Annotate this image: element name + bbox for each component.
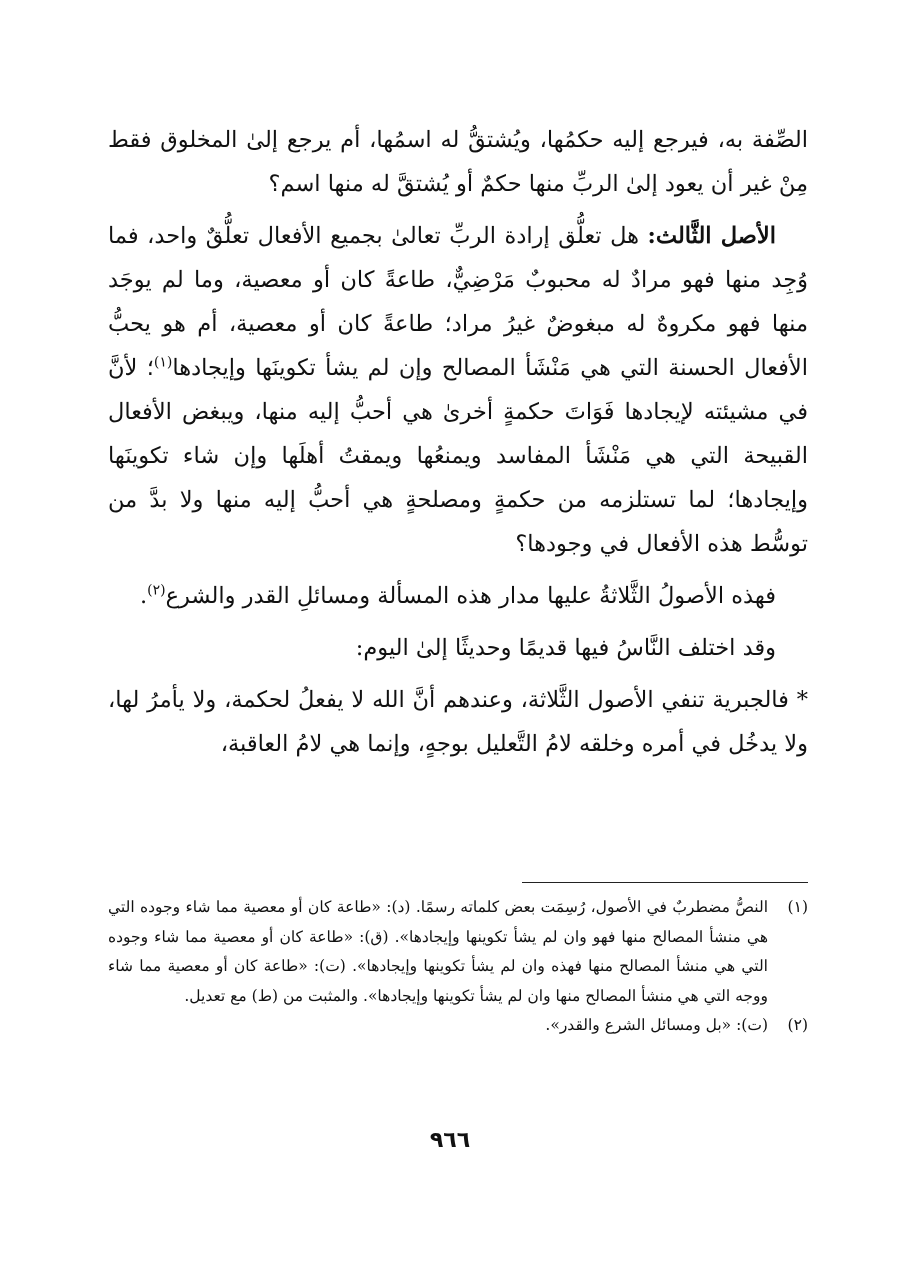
footnotes <box>108 893 808 1041</box>
paragraph-4: وقد اختلف النَّاسُ فيها قديمًا وحديثًا إلىٰ اليوم: <box>355 635 776 661</box>
paragraph-3 <box>108 574 808 618</box>
footnote-2-text: (ت): «بل ومسائل الشرع والقدر». <box>545 1016 768 1034</box>
paragraph-5: * فالجبرية تنفي الأصول الثَّلاثة، وعندهم أنَّ الله لا يفعلُ لحكمة، ولا يأمرُ لها، ولا يدخُل في أمره وخلقه لامُ التَّعليل بوجهٍ، وإنما هي لامُ العاقبة، <box>108 687 808 757</box>
paragraph-3-text: فهذه الأصولُ الثَّلاثةُ عليها مدار هذه المسألة ومسائلِ القدر والشرع <box>165 583 776 609</box>
footnote-1-number: (١) <box>787 898 808 916</box>
paragraph-3-end: . <box>139 583 148 609</box>
paragraph-2-text-continued: ؛ لأنَّ في مشيئته لإيجادها فَوَاتَ حكمةٍ أخرىٰ هي أحبُّ إليه منها، ويبغض الأفعال القبيحة التي هي مَنْشَأ المفاسد ويمنعُها ويمقتُ أهلَها وإن شاء تكوينَها وإيجادها؛ لما تستلزمه من حكمةٍ ومصلحةٍ هي أحبُّ إليه منها ولا بدَّ من توسُّط هذه الأفعال في وجودها؟ <box>108 355 808 557</box>
footnote-2-number: (٢) <box>787 1016 808 1034</box>
footnote-1-text: النصُّ مضطربٌ في الأصول، رُسِمَت بعض كلماته رسمًا. (د): «طاعة كان أو معصية مما شاء وجوده التي هي منشأ المصالح منها فهو وان لم يشأ تكوينها وإيجادها». (ق): «طاعة كان أو معصية مما شاء وجوده التي هي منشأ المصالح منها فهذه وان لم يشأ تكوينها وإيجادها». (ت): «طاعة كان أو معصية مما شاء ووجه التي هي منشأ المصالح منها وان لم يشأ تكوينها وإيجادها». والمثبت من (ط) مع تعديل. <box>108 898 768 1005</box>
paragraph-2-text: هل تعلُّق إرادة الربِّ تعالىٰ بجميع الأفعال تعلُّقٌ واحد، فما وُجِد منها فهو مرادٌ له محبوبٌ مَرْضِيٌّ، طاعةً كان أو معصية، وما لم يوجَد منها فهو مكروهٌ له مبغوضٌ غيرُ مراد؛ طاعةً كان أو معصية، أم هو يحبُّ الأفعال الحسنة التي هي مَنْشَأ المصالح وإن لم يشأ تكوينَها وإيجادها <box>108 223 808 381</box>
footnote-ref-2[interactable]: (٢) <box>147 582 166 599</box>
main-text <box>108 118 808 774</box>
footnote-divider <box>522 882 808 883</box>
footnote-2 <box>108 1011 808 1041</box>
footnote-1 <box>108 893 808 1011</box>
paragraph-2 <box>108 214 808 566</box>
paragraph-1: الصِّفة به، فيرجع إليه حكمُها، ويُشتقُّ له اسمُها، أم يرجع إلىٰ المخلوق فقط مِنْ غير أن يعود إلىٰ الربِّ منها حكمٌ أو يُشتقَّ له منها اسم؟ <box>108 127 808 197</box>
footnote-ref-1[interactable]: (١) <box>153 354 173 371</box>
section-heading-third-principle: الأصل الثَّالث: <box>647 223 776 249</box>
page-number: ٩٦٦ <box>429 1128 471 1153</box>
